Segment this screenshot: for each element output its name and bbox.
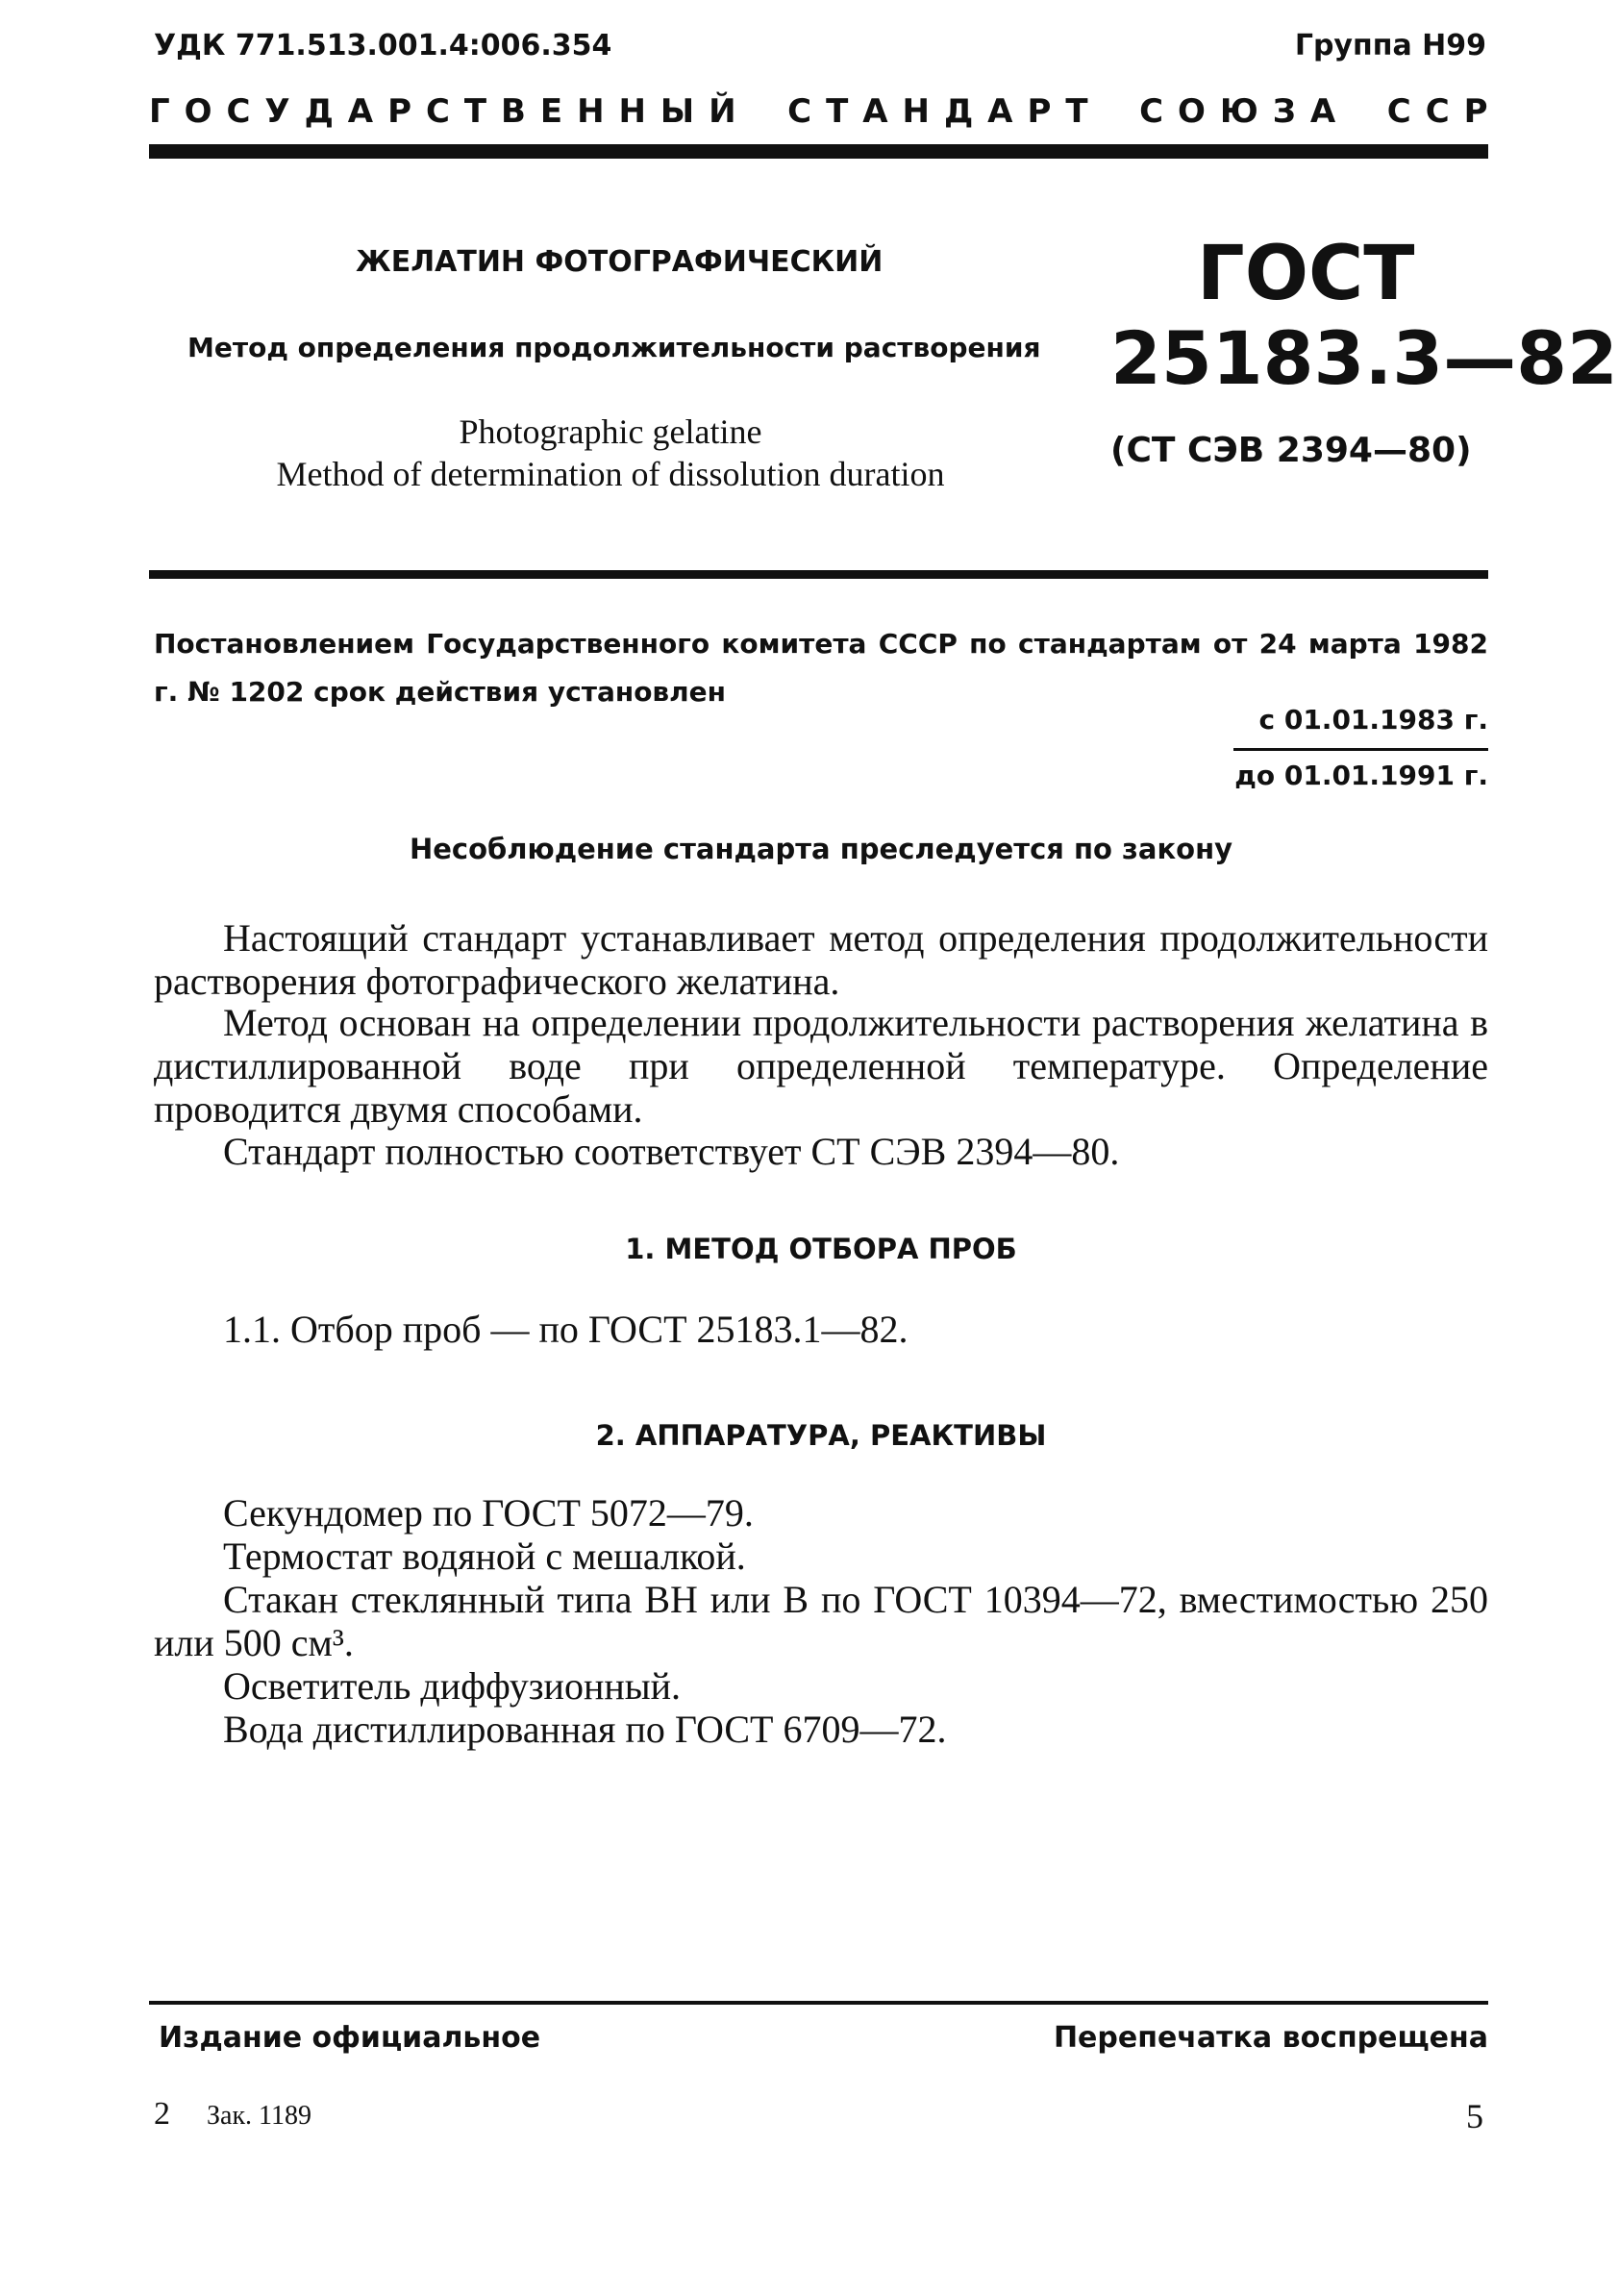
valid-to-date: до 01.01.1991 г. — [1234, 760, 1488, 791]
letterhead-letter: А — [862, 92, 888, 131]
letterhead-gap — [1102, 92, 1125, 131]
letterhead-letter: С — [1139, 92, 1164, 131]
letterhead-letter: Н — [577, 92, 605, 131]
letterhead-letter: Д — [304, 92, 334, 131]
letterhead-letter: Т — [463, 92, 487, 131]
title-en: Photographic gelatine — [459, 412, 762, 451]
letterhead-letter: А — [987, 92, 1013, 131]
equipment-item: Термостат водяной с мешалкой. — [223, 1535, 746, 1578]
gost-number: 25183.3—82 — [1110, 315, 1618, 401]
letterhead-letter: Ы — [660, 92, 695, 131]
udk-code: УДК 771.513.001.4:006.354 — [154, 29, 612, 62]
intro-paragraph: Метод основан на определении продолжительности растворения желатина в дистиллированной воде при определенной температуре. Определение проводится двумя способами. — [154, 1001, 1488, 1131]
decree-text: Постановлением Государственного комитета СССР по стандартам от 24 марта 1982 г. № 1202 срок действия установлен — [154, 628, 1488, 708]
equipment-list — [154, 1491, 1488, 1751]
letterhead-letter: С — [1386, 92, 1411, 131]
valid-from-date: с 01.01.1983 г. — [1258, 704, 1488, 736]
letterhead-letter: Г — [149, 92, 170, 131]
letterhead-gap — [751, 92, 774, 131]
letterhead-letter: С — [226, 92, 251, 131]
letterhead-letter: Т — [826, 92, 849, 131]
intro-paragraph: Стандарт полностью соответствует СТ СЭВ 2394—80. — [223, 1130, 1120, 1173]
legal-notice: Несоблюдение стандарта преследуется по закону — [409, 833, 1233, 865]
page-number: 5 — [1466, 2097, 1483, 2135]
letterhead-letter: Р — [1463, 92, 1488, 131]
equipment-item: Стакан стеклянный типа ВН или В по ГОСТ 10394—72, вместимостью 250 или 500 см³. — [154, 1578, 1488, 1664]
letterhead-letter: О — [184, 92, 212, 131]
letterhead-gap — [1350, 92, 1373, 131]
subtitle-ru: Метод определения продолжительности растворения — [187, 332, 1041, 363]
letterhead-letter: А — [347, 92, 374, 131]
top-rule — [149, 144, 1488, 159]
letterhead-letter: Р — [387, 92, 411, 131]
letterhead-letter: Ю — [1219, 92, 1258, 131]
state-standard-title — [149, 92, 1488, 131]
letterhead-letter: З — [1272, 92, 1296, 131]
title-ru: ЖЕЛАТИН ФОТОГРАФИЧЕСКИЙ — [356, 245, 884, 279]
date-divider — [1233, 748, 1488, 751]
letterhead-letter: С — [787, 92, 812, 131]
section-item: 1.1. Отбор проб — по ГОСТ 25183.1—82. — [223, 1308, 909, 1351]
gost-label: ГОСТ — [1197, 231, 1415, 317]
equipment-item: Вода дистиллированная по ГОСТ 6709—72. — [223, 1708, 947, 1751]
bottom-rule — [149, 2001, 1488, 2005]
equipment-item: Осветитель диффузионный. — [223, 1664, 682, 1708]
letterhead-letter: С — [1425, 92, 1450, 131]
order-number: Зак. 1189 — [207, 2101, 312, 2131]
letterhead-letter: Д — [943, 92, 974, 131]
sheet-number: 2 — [154, 2096, 170, 2132]
letterhead-letter: В — [501, 92, 526, 131]
letterhead-letter: У — [264, 92, 290, 131]
letterhead-letter: С — [425, 92, 450, 131]
letterhead-letter: Р — [1027, 92, 1052, 131]
letterhead-letter: А — [1309, 92, 1336, 131]
section-heading: 1. МЕТОД ОТБОРА ПРОБ — [625, 1233, 1017, 1265]
intro-paragraph: Настоящий стандарт устанавливает метод определения продолжительности растворения фотографического желатина. — [154, 916, 1488, 1003]
section-heading: 2. АППАРАТУРА, РЕАКТИВЫ — [595, 1419, 1047, 1452]
letterhead-letter: Й — [709, 92, 736, 131]
subtitle-en: Method of determination of dissolution duration — [276, 455, 945, 493]
edition-note: Издание официальное — [159, 2021, 541, 2055]
letterhead-letter: Н — [618, 92, 646, 131]
letterhead-letter: О — [1178, 92, 1206, 131]
cmea-reference: (СТ СЭВ 2394—80) — [1110, 431, 1472, 470]
group-code: Группа Н99 — [1294, 29, 1486, 62]
reprint-note: Перепечатка воспрещена — [1053, 2021, 1488, 2055]
letterhead-letter: Е — [539, 92, 563, 131]
equipment-item: Секундомер по ГОСТ 5072—79. — [223, 1491, 754, 1535]
letterhead-letter: Н — [902, 92, 930, 131]
letterhead-letter: Т — [1065, 92, 1088, 131]
middle-rule — [149, 570, 1488, 579]
